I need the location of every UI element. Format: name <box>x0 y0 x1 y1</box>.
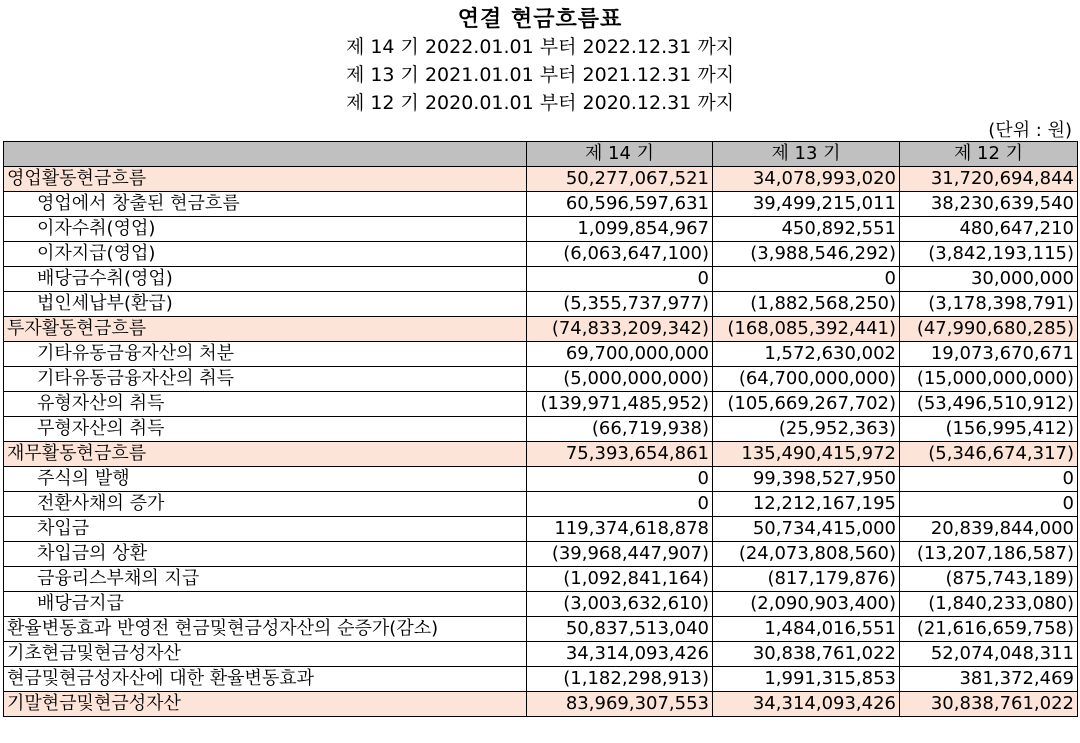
unit-label: (단위 : 원) <box>988 120 1072 141</box>
row-label: 차입금의 상환 <box>4 542 527 567</box>
table-row <box>4 617 1078 642</box>
period-line-14: 제 14 기 2022.01.01 부터 2022.12.31 까지 <box>345 36 735 58</box>
table-row <box>4 492 1078 517</box>
amount-cell: (47,990,680,285) <box>900 317 1078 342</box>
section-row <box>4 692 1078 717</box>
row-label: 투자활동현금흐름 <box>4 317 527 342</box>
amount-cell: 34,314,093,426 <box>527 642 713 667</box>
amount-cell: 0 <box>900 467 1078 492</box>
period-line-12: 제 12 기 2020.01.01 부터 2020.12.31 까지 <box>345 92 735 114</box>
amount-cell: 0 <box>527 267 713 292</box>
amount-cell: (1,092,841,164) <box>527 567 713 592</box>
header-period-12: 제 12 기 <box>900 142 1078 167</box>
row-label: 주식의 발행 <box>4 467 527 492</box>
amount-cell: 1,572,630,002 <box>713 342 900 367</box>
amount-cell: (3,178,398,791) <box>900 292 1078 317</box>
amount-cell: (74,833,209,342) <box>527 317 713 342</box>
row-label: 전환사채의 증가 <box>4 492 527 517</box>
amount-cell: 450,892,551 <box>713 217 900 242</box>
table-row <box>4 342 1078 367</box>
row-label: 배당금지급 <box>4 592 527 617</box>
row-label: 차입금 <box>4 517 527 542</box>
amount-cell: (3,842,193,115) <box>900 242 1078 267</box>
amount-cell: (25,952,363) <box>713 417 900 442</box>
header-period-14: 제 14 기 <box>527 142 713 167</box>
row-label: 현금및현금성자산에 대한 환율변동효과 <box>4 667 527 692</box>
amount-cell: (6,063,647,100) <box>527 242 713 267</box>
table-row <box>4 367 1078 392</box>
row-label: 금융리스부채의 지급 <box>4 567 527 592</box>
amount-cell: (53,496,510,912) <box>900 392 1078 417</box>
amount-cell: 0 <box>527 492 713 517</box>
amount-cell: 19,073,670,671 <box>900 342 1078 367</box>
table-row <box>4 292 1078 317</box>
amount-cell: (3,988,546,292) <box>713 242 900 267</box>
row-label: 기초현금및현금성자산 <box>4 642 527 667</box>
amount-cell: (1,840,233,080) <box>900 592 1078 617</box>
row-label: 이자지급(영업) <box>4 242 527 267</box>
row-label: 기말현금및현금성자산 <box>4 692 527 717</box>
amount-cell: (1,882,568,250) <box>713 292 900 317</box>
row-label: 영업활동현금흐름 <box>4 167 527 192</box>
amount-cell: 30,838,761,022 <box>713 642 900 667</box>
amount-cell: (139,971,485,952) <box>527 392 713 417</box>
table-row <box>4 567 1078 592</box>
row-label: 유형자산의 취득 <box>4 392 527 417</box>
amount-cell: 52,074,048,311 <box>900 642 1078 667</box>
row-label: 배당금수취(영업) <box>4 267 527 292</box>
table-row <box>4 267 1078 292</box>
amount-cell: 0 <box>713 267 900 292</box>
row-label: 무형자산의 취득 <box>4 417 527 442</box>
table-row <box>4 542 1078 567</box>
amount-cell: (15,000,000,000) <box>900 367 1078 392</box>
amount-cell: (66,719,938) <box>527 417 713 442</box>
amount-cell: 50,837,513,040 <box>527 617 713 642</box>
amount-cell: (5,000,000,000) <box>527 367 713 392</box>
cash-flow-table <box>3 141 1078 717</box>
amount-cell: (21,616,659,758) <box>900 617 1078 642</box>
statement-title: 연결 현금흐름표 <box>457 7 623 32</box>
amount-cell: 99,398,527,950 <box>713 467 900 492</box>
amount-cell: 0 <box>900 492 1078 517</box>
amount-cell: (105,669,267,702) <box>713 392 900 417</box>
table-header-row <box>4 142 1078 167</box>
section-row <box>4 167 1078 192</box>
amount-cell: 381,372,469 <box>900 667 1078 692</box>
table-row <box>4 242 1078 267</box>
amount-cell: (64,700,000,000) <box>713 367 900 392</box>
row-label: 영업에서 창출된 현금흐름 <box>4 192 527 217</box>
table-row <box>4 192 1078 217</box>
amount-cell: 60,596,597,631 <box>527 192 713 217</box>
table-row <box>4 467 1078 492</box>
amount-cell: 75,393,654,861 <box>527 442 713 467</box>
row-label: 환율변동효과 반영전 현금및현금성자산의 순증가(감소) <box>4 617 527 642</box>
amount-cell: 34,314,093,426 <box>713 692 900 717</box>
amount-cell: 135,490,415,972 <box>713 442 900 467</box>
table-row <box>4 642 1078 667</box>
amount-cell: 12,212,167,195 <box>713 492 900 517</box>
section-row <box>4 317 1078 342</box>
row-label: 법인세납부(환급) <box>4 292 527 317</box>
amount-cell: (875,743,189) <box>900 567 1078 592</box>
table-row <box>4 592 1078 617</box>
amount-cell: (156,995,412) <box>900 417 1078 442</box>
amount-cell: 34,078,993,020 <box>713 167 900 192</box>
amount-cell: 83,969,307,553 <box>527 692 713 717</box>
row-label: 이자수취(영업) <box>4 217 527 242</box>
header-label-col <box>4 142 527 167</box>
amount-cell: 480,647,210 <box>900 217 1078 242</box>
amount-cell: 50,277,067,521 <box>527 167 713 192</box>
table-row <box>4 417 1078 442</box>
amount-cell: (1,182,298,913) <box>527 667 713 692</box>
amount-cell: (2,090,903,400) <box>713 592 900 617</box>
amount-cell: 30,838,761,022 <box>900 692 1078 717</box>
table-row <box>4 517 1078 542</box>
amount-cell: (39,968,447,907) <box>527 542 713 567</box>
row-label: 기타유동금융자산의 처분 <box>4 342 527 367</box>
amount-cell: (5,346,674,317) <box>900 442 1078 467</box>
amount-cell: (24,073,808,560) <box>713 542 900 567</box>
amount-cell: (5,355,737,977) <box>527 292 713 317</box>
amount-cell: (168,085,392,441) <box>713 317 900 342</box>
amount-cell: 20,839,844,000 <box>900 517 1078 542</box>
amount-cell: 119,374,618,878 <box>527 517 713 542</box>
amount-cell: 1,484,016,551 <box>713 617 900 642</box>
amount-cell: 0 <box>527 467 713 492</box>
section-row <box>4 442 1078 467</box>
amount-cell: (13,207,186,587) <box>900 542 1078 567</box>
table-body <box>4 167 1078 717</box>
table-row <box>4 392 1078 417</box>
amount-cell: 69,700,000,000 <box>527 342 713 367</box>
period-line-13: 제 13 기 2021.01.01 부터 2021.12.31 까지 <box>345 64 735 86</box>
row-label: 기타유동금융자산의 취득 <box>4 367 527 392</box>
table-row <box>4 667 1078 692</box>
row-label: 재무활동현금흐름 <box>4 442 527 467</box>
table-row <box>4 217 1078 242</box>
amount-cell: 31,720,694,844 <box>900 167 1078 192</box>
amount-cell: 1,991,315,853 <box>713 667 900 692</box>
amount-cell: 39,499,215,011 <box>713 192 900 217</box>
amount-cell: 38,230,639,540 <box>900 192 1078 217</box>
amount-cell: 30,000,000 <box>900 267 1078 292</box>
amount-cell: 50,734,415,000 <box>713 517 900 542</box>
amount-cell: 1,099,854,967 <box>527 217 713 242</box>
amount-cell: (3,003,632,610) <box>527 592 713 617</box>
header-period-13: 제 13 기 <box>713 142 900 167</box>
amount-cell: (817,179,876) <box>713 567 900 592</box>
